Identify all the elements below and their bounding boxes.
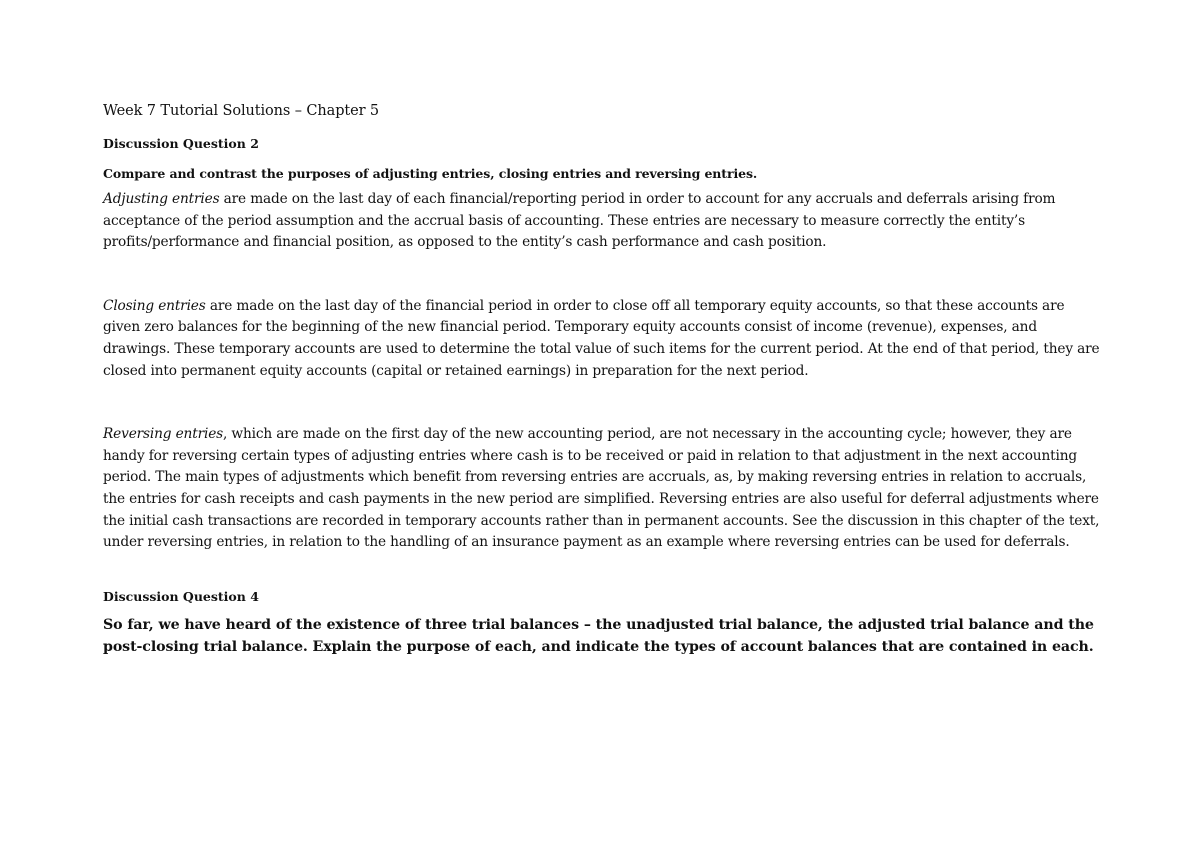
answer-text: are made on the last day of each financial/reporting period in order to account for any accruals and deferrals arising from acceptance of the period assumption and the accrual basis of accounting. These entries are necessary to measure correctly the entity’s profits/performance and financial position, as opposed to the entity’s cash performance and cash position.: [103, 191, 1056, 251]
document-title: Week 7 Tutorial Solutions – Chapter 5: [103, 103, 380, 119]
question-4-heading: Discussion Question 4: [103, 588, 259, 604]
answer-text: , which are made on the first day of the new accounting period, are not necessary in the accounting cycle; however, they are handy for reversing certain types of adjusting entries where cash is to be received or paid in relation to that adjustment in the next accounting period. The main types of adjustments which benefit from reversing entries are accruals, as, by making reversing entries in relation to accruals, the entries for cash receipts and cash payments in the new period are simplified. Reversing entries are also useful for deferral adjustments where the initial cash transactions are recorded in temporary accounts rather than in permanent accounts. See the discussion in this chapter of the text, under reversing entries, in relation to the handling of an insurance payment as an example where reversing entries can be used for deferrals.: [103, 426, 1100, 551]
question-2-heading: Discussion Question 2: [103, 136, 259, 151]
answer-reversing-entries: [103, 424, 1103, 554]
question-2-text: Compare and contrast the purposes of adjusting entries, closing entries and reversing entries.: [103, 166, 758, 181]
answer-adjusting-entries: [103, 189, 1103, 254]
term-adjusting-entries: Adjusting entries: [103, 191, 220, 207]
term-closing-entries: Closing entries: [103, 297, 206, 314]
document-page: [103, 100, 1103, 658]
term-reversing-entries: Reversing entries: [103, 426, 224, 443]
question-4-text: So far, we have heard of the existence of three trial balances – the unadjusted trial balance, the adjusted trial balance and the post-closing trial balance. Explain the purpose of each, and indicate the types of account balances that are contained in each.: [103, 616, 1094, 655]
answer-text: are made on the last day of the financial period in order to close off all temporary equity accounts, so that these accounts are given zero balances for the beginning of the new financial period. Temporary equity accounts consist of income (revenue), expenses, and drawings. These temporary accounts are used to determine the total value of such items for the current period. At the end of that period, they are closed into permanent equity accounts (capital or retained earnings) in preparation for the next period.: [103, 297, 1100, 379]
answer-closing-entries: [103, 296, 1103, 382]
